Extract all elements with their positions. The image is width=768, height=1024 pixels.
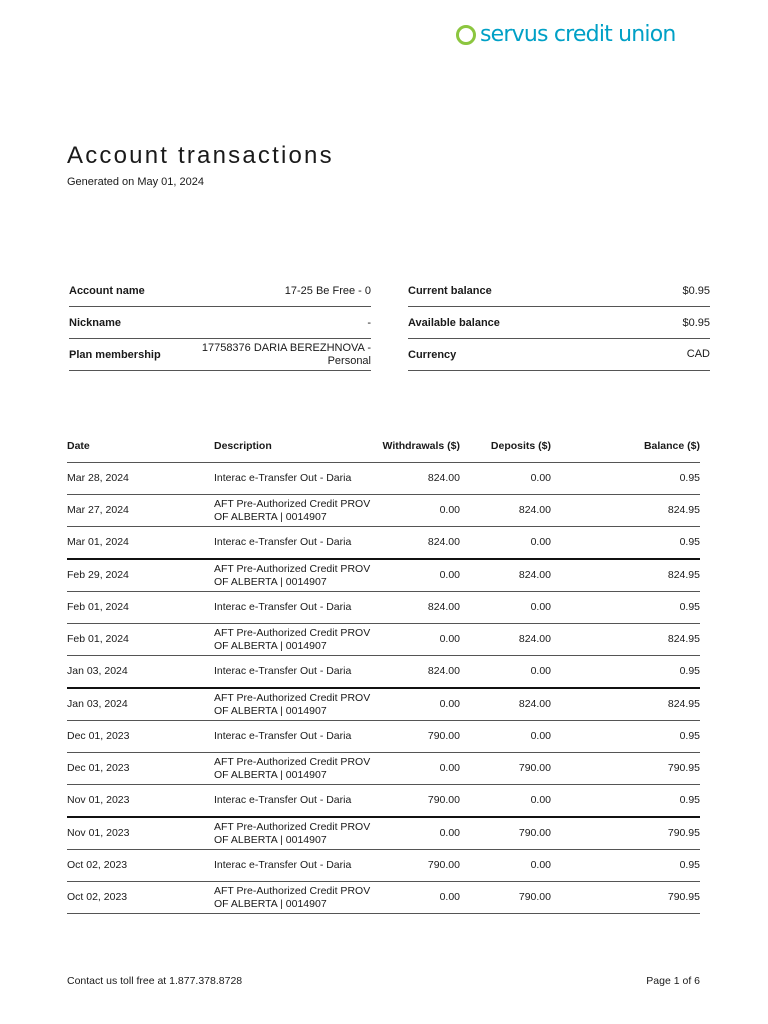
- cell-description: AFT Pre-Authorized Credit PROV OF ALBERTA | 0014907: [214, 882, 374, 914]
- column-header-balance: Balance ($): [551, 429, 700, 463]
- column-header-date: Date: [67, 429, 214, 463]
- transactions-table: [67, 429, 700, 914]
- cell-balance: 824.95: [551, 688, 700, 721]
- cell-deposits: 0.00: [460, 527, 551, 560]
- summary-row-currency: [408, 339, 710, 371]
- table-row: [67, 882, 700, 914]
- cell-deposits: 0.00: [460, 656, 551, 689]
- page-title: Account transactions: [67, 142, 334, 169]
- cell-date: Feb 01, 2024: [67, 624, 214, 656]
- cell-description: Interac e-Transfer Out - Daria: [214, 785, 374, 818]
- cell-date: Nov 01, 2023: [67, 817, 214, 850]
- cell-deposits: 790.00: [460, 817, 551, 850]
- cell-deposits: 0.00: [460, 592, 551, 624]
- summary-label: Current balance: [408, 285, 492, 297]
- table-row: [67, 688, 700, 721]
- table-row: [67, 495, 700, 527]
- cell-date: Dec 01, 2023: [67, 721, 214, 753]
- cell-balance: 790.95: [551, 817, 700, 850]
- generated-date: Generated on May 01, 2024: [67, 176, 204, 188]
- cell-deposits: 824.00: [460, 495, 551, 527]
- cell-withdrawals: 824.00: [374, 592, 460, 624]
- cell-date: Mar 27, 2024: [67, 495, 214, 527]
- cell-balance: 0.95: [551, 785, 700, 818]
- cell-description: AFT Pre-Authorized Credit PROV OF ALBERTA | 0014907: [214, 753, 374, 785]
- cell-date: Oct 02, 2023: [67, 882, 214, 914]
- cell-description: AFT Pre-Authorized Credit PROV OF ALBERTA | 0014907: [214, 559, 374, 592]
- summary-row-account-name: [69, 276, 371, 307]
- summary-label: Available balance: [408, 316, 500, 329]
- logo-ring-icon: [456, 25, 476, 45]
- cell-balance: 824.95: [551, 624, 700, 656]
- table-row: [67, 785, 700, 818]
- cell-withdrawals: 0.00: [374, 688, 460, 721]
- cell-date: Dec 01, 2023: [67, 753, 214, 785]
- cell-deposits: 0.00: [460, 463, 551, 495]
- cell-withdrawals: 0.00: [374, 753, 460, 785]
- cell-description: AFT Pre-Authorized Credit PROV OF ALBERTA | 0014907: [214, 688, 374, 721]
- cell-withdrawals: 790.00: [374, 785, 460, 818]
- cell-description: AFT Pre-Authorized Credit PROV OF ALBERTA | 0014907: [214, 817, 374, 850]
- cell-date: Mar 01, 2024: [67, 527, 214, 560]
- cell-withdrawals: 0.00: [374, 882, 460, 914]
- summary-row-available-balance: [408, 307, 710, 339]
- cell-balance: 790.95: [551, 882, 700, 914]
- cell-description: Interac e-Transfer Out - Daria: [214, 527, 374, 560]
- cell-date: Feb 01, 2024: [67, 592, 214, 624]
- cell-balance: 0.95: [551, 463, 700, 495]
- cell-deposits: 0.00: [460, 721, 551, 753]
- cell-date: Nov 01, 2023: [67, 785, 214, 818]
- cell-withdrawals: 824.00: [374, 463, 460, 495]
- table-row: [67, 624, 700, 656]
- cell-withdrawals: 824.00: [374, 656, 460, 689]
- summary-label: Nickname: [69, 316, 121, 329]
- cell-deposits: 824.00: [460, 559, 551, 592]
- servus-logo: [456, 22, 676, 48]
- summary-value: $0.95: [682, 316, 710, 329]
- cell-description: Interac e-Transfer Out - Daria: [214, 850, 374, 882]
- summary-row-current-balance: [408, 276, 710, 307]
- cell-date: Oct 02, 2023: [67, 850, 214, 882]
- cell-balance: 0.95: [551, 527, 700, 560]
- table-row: [67, 527, 700, 560]
- summary-label: Plan membership: [69, 348, 161, 361]
- cell-balance: 0.95: [551, 850, 700, 882]
- transactions-body: [67, 463, 700, 914]
- summary-row-nickname: [69, 307, 371, 339]
- table-header-row: [67, 429, 700, 463]
- summary-value: -: [367, 316, 371, 329]
- table-row: [67, 463, 700, 495]
- table-row: [67, 753, 700, 785]
- cell-description: Interac e-Transfer Out - Daria: [214, 592, 374, 624]
- column-header-deposits: Deposits ($): [460, 429, 551, 463]
- summary-row-plan-membership: [69, 339, 371, 371]
- table-row: [67, 559, 700, 592]
- cell-withdrawals: 790.00: [374, 721, 460, 753]
- column-header-description: Description: [214, 429, 374, 463]
- cell-deposits: 824.00: [460, 624, 551, 656]
- cell-description: AFT Pre-Authorized Credit PROV OF ALBERTA | 0014907: [214, 624, 374, 656]
- cell-deposits: 0.00: [460, 785, 551, 818]
- cell-balance: 0.95: [551, 656, 700, 689]
- summary-value: CAD: [686, 348, 710, 360]
- summary-value: 17-25 Be Free - 0: [284, 285, 371, 297]
- cell-description: AFT Pre-Authorized Credit PROV OF ALBERTA | 0014907: [214, 495, 374, 527]
- cell-balance: 790.95: [551, 753, 700, 785]
- summary-value: $0.95: [682, 285, 710, 297]
- page-number: Page 1 of 6: [646, 975, 700, 987]
- table-row: [67, 817, 700, 850]
- cell-deposits: 0.00: [460, 850, 551, 882]
- column-header-withdrawals: Withdrawals ($): [374, 429, 460, 463]
- cell-date: Mar 28, 2024: [67, 463, 214, 495]
- cell-withdrawals: 0.00: [374, 817, 460, 850]
- cell-withdrawals: 0.00: [374, 559, 460, 592]
- cell-deposits: 790.00: [460, 882, 551, 914]
- summary-label: Currency: [408, 348, 457, 361]
- cell-balance: 824.95: [551, 559, 700, 592]
- cell-date: Feb 29, 2024: [67, 559, 214, 592]
- table-row: [67, 592, 700, 624]
- table-row: [67, 850, 700, 882]
- cell-date: Jan 03, 2024: [67, 656, 214, 689]
- cell-balance: 0.95: [551, 592, 700, 624]
- cell-description: Interac e-Transfer Out - Daria: [214, 656, 374, 689]
- cell-deposits: 824.00: [460, 688, 551, 721]
- footer-contact: Contact us toll free at 1.877.378.8728: [67, 975, 243, 987]
- logo-text: servus credit union: [480, 22, 676, 47]
- cell-withdrawals: 824.00: [374, 527, 460, 560]
- table-row: [67, 656, 700, 689]
- summary-value: 17758376 DARIA BEREZHNOVA - Personal: [201, 341, 371, 367]
- table-row: [67, 721, 700, 753]
- cell-deposits: 790.00: [460, 753, 551, 785]
- account-summary-right: [408, 276, 710, 371]
- summary-label: Account name: [69, 285, 145, 297]
- cell-description: Interac e-Transfer Out - Daria: [214, 463, 374, 495]
- cell-balance: 0.95: [551, 721, 700, 753]
- cell-withdrawals: 0.00: [374, 495, 460, 527]
- cell-withdrawals: 0.00: [374, 624, 460, 656]
- account-summary-left: [69, 276, 371, 371]
- cell-withdrawals: 790.00: [374, 850, 460, 882]
- cell-description: Interac e-Transfer Out - Daria: [214, 721, 374, 753]
- cell-balance: 824.95: [551, 495, 700, 527]
- cell-date: Jan 03, 2024: [67, 688, 214, 721]
